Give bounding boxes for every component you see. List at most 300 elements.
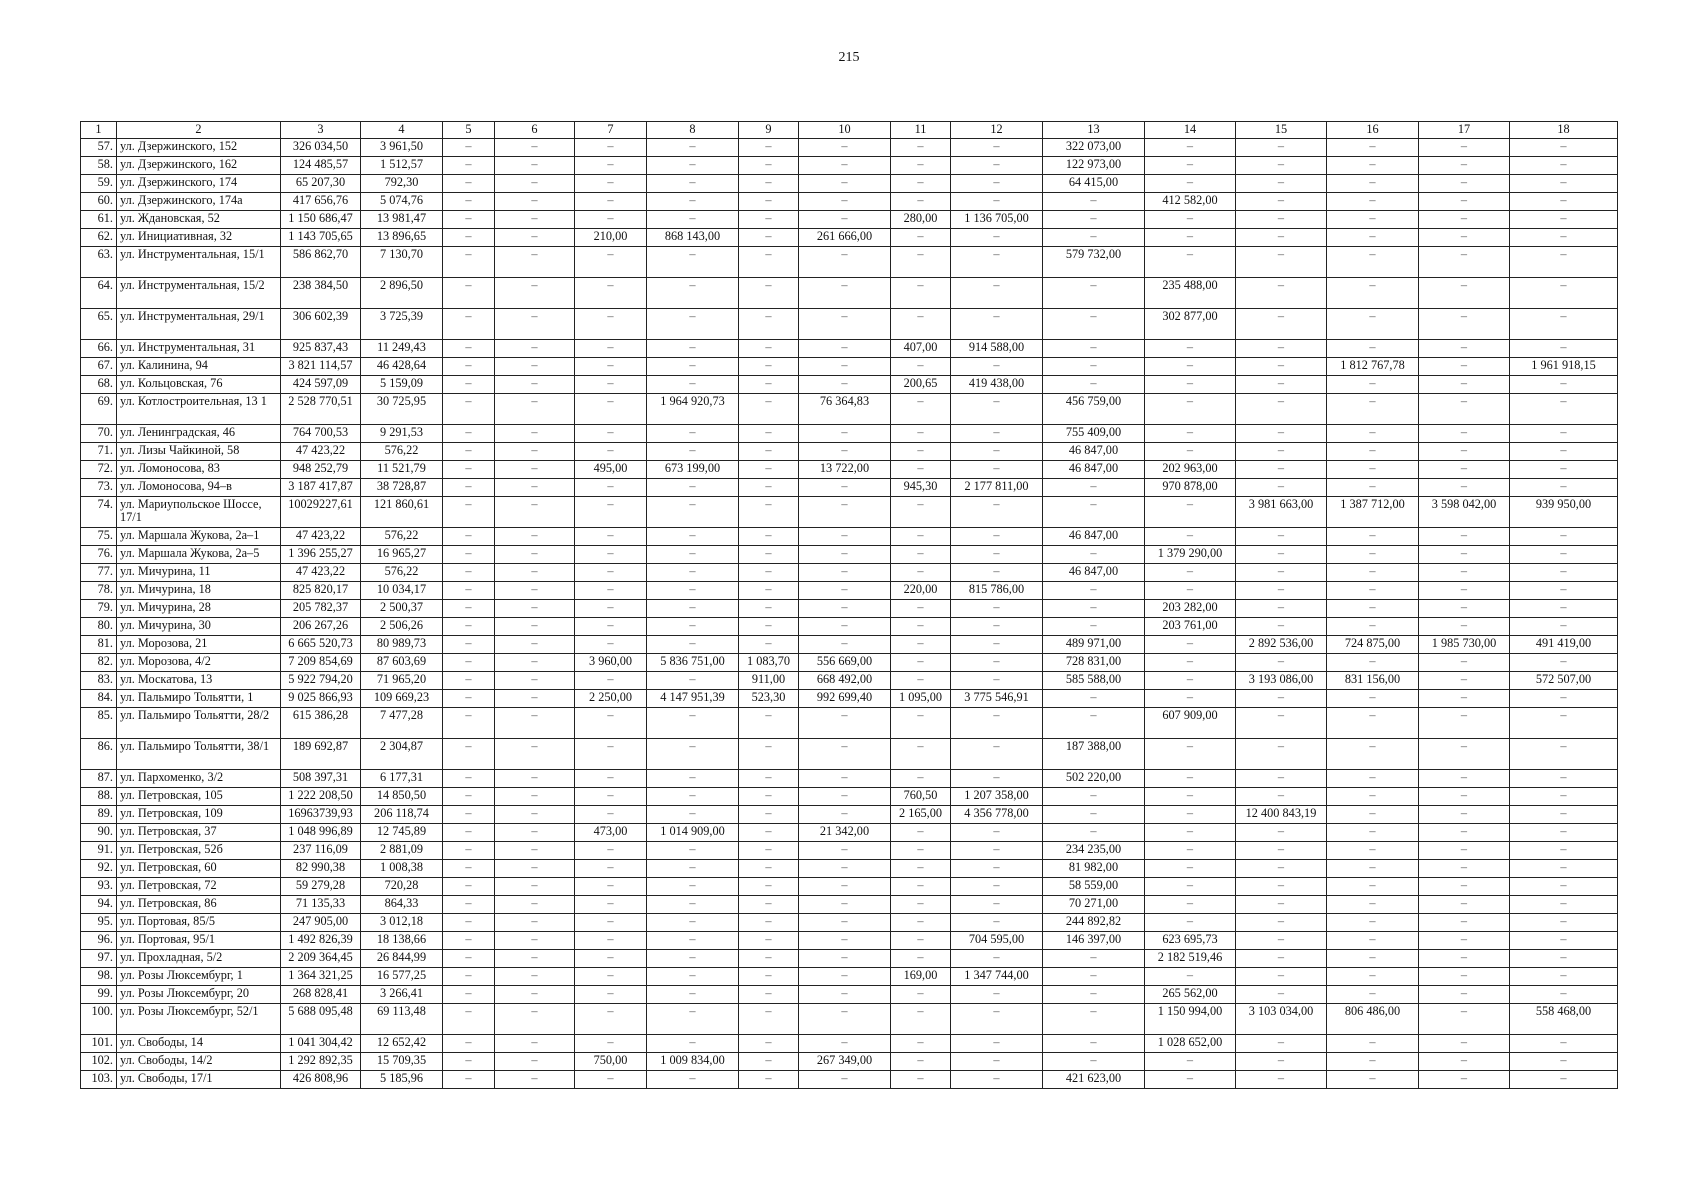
value-cell: – [1145,582,1236,600]
value-cell: – [1510,229,1618,247]
value-cell: 82 990,38 [281,860,361,878]
value-cell: – [1510,842,1618,860]
value-cell: – [575,278,647,309]
value-cell: – [1419,340,1510,358]
value-cell: 267 349,00 [799,1053,891,1071]
address-cell: ул. Инструментальная, 31 [117,340,281,358]
table-row [81,479,1618,497]
value-cell: 122 973,00 [1043,157,1145,175]
table-row [81,528,1618,546]
value-cell: 81 982,00 [1043,860,1145,878]
value-cell: – [443,636,495,654]
value-cell: – [1145,860,1236,878]
address-cell: ул. Прохладная, 5/2 [117,950,281,968]
value-cell: – [1510,770,1618,788]
value-cell: – [951,860,1043,878]
address-cell: ул. Портовая, 95/1 [117,932,281,950]
value-cell: – [1419,842,1510,860]
value-cell: – [647,950,739,968]
value-cell: – [891,425,951,443]
value-cell: 3 821 114,57 [281,358,361,376]
value-cell: – [1236,479,1327,497]
value-cell: 2 177 811,00 [951,479,1043,497]
value-cell: 187 388,00 [1043,739,1145,770]
value-cell: 7 477,28 [361,708,443,739]
value-cell: 12 652,42 [361,1035,443,1053]
value-cell: 424 597,09 [281,376,361,394]
address-cell: ул. Пархоменко, 3/2 [117,770,281,788]
row-number-cell: 77. [81,564,117,582]
value-cell: – [1327,806,1419,824]
value-cell: 46 847,00 [1043,528,1145,546]
value-cell: – [739,582,799,600]
value-cell: – [799,986,891,1004]
value-cell: – [1510,1035,1618,1053]
value-cell: – [799,175,891,193]
table-row [81,1071,1618,1089]
value-cell: – [1043,788,1145,806]
row-number-cell: 60. [81,193,117,211]
table-row [81,968,1618,986]
value-cell: 326 034,50 [281,139,361,157]
value-cell: – [891,528,951,546]
value-cell: – [1236,193,1327,211]
value-cell: – [1510,739,1618,770]
value-cell: 306 602,39 [281,309,361,340]
value-cell: – [443,932,495,950]
row-number-cell: 74. [81,497,117,528]
value-cell: – [891,546,951,564]
value-cell: – [1236,309,1327,340]
value-cell: – [1419,564,1510,582]
value-cell: 615 386,28 [281,708,361,739]
address-cell: ул. Лизы Чайкиной, 58 [117,443,281,461]
value-cell: – [1043,340,1145,358]
value-cell: – [1510,247,1618,278]
value-cell: – [495,806,575,824]
value-cell: – [1327,739,1419,770]
value-cell: – [1043,229,1145,247]
value-cell: – [1145,968,1236,986]
value-cell: – [891,1053,951,1071]
value-cell: – [739,193,799,211]
value-cell: – [799,708,891,739]
value-cell: – [951,914,1043,932]
row-number-cell: 88. [81,788,117,806]
value-cell: – [1419,896,1510,914]
value-cell: 16963739,93 [281,806,361,824]
value-cell: 1 095,00 [891,690,951,708]
value-cell: 760,50 [891,788,951,806]
value-cell: – [951,950,1043,968]
table-row [81,175,1618,193]
value-cell: – [739,157,799,175]
value-cell: 5 159,09 [361,376,443,394]
row-number-cell: 86. [81,739,117,770]
value-cell: – [799,1035,891,1053]
value-cell: – [1236,690,1327,708]
row-number-cell: 79. [81,600,117,618]
address-cell: ул. Маршала Жукова, 2а–5 [117,546,281,564]
value-cell: – [443,229,495,247]
value-cell: – [891,636,951,654]
value-cell: – [647,247,739,278]
value-cell: 489 971,00 [1043,636,1145,654]
value-cell: – [799,278,891,309]
table-row [81,739,1618,770]
value-cell: – [739,229,799,247]
value-cell: – [1327,690,1419,708]
value-cell: – [647,340,739,358]
value-cell: – [1510,1053,1618,1071]
table-row [81,358,1618,376]
value-cell: – [1419,1071,1510,1089]
value-cell: – [951,278,1043,309]
value-cell: – [1419,278,1510,309]
value-cell: – [799,806,891,824]
address-cell: ул. Котлостроительная, 13 1 [117,394,281,425]
value-cell: – [495,932,575,950]
value-cell: – [1043,582,1145,600]
value-cell: – [891,229,951,247]
value-cell: – [951,443,1043,461]
table-row [81,340,1618,358]
value-cell: – [739,932,799,950]
row-number-cell: 103. [81,1071,117,1089]
table-row [81,247,1618,278]
value-cell: – [495,636,575,654]
value-cell: 607 909,00 [1145,708,1236,739]
value-cell: – [1510,546,1618,564]
value-cell: – [575,672,647,690]
value-cell: – [1419,600,1510,618]
value-cell: – [1145,175,1236,193]
value-cell: – [575,636,647,654]
address-cell: ул. Свободы, 14 [117,1035,281,1053]
value-cell: – [739,600,799,618]
value-cell: – [647,914,739,932]
value-cell: – [495,600,575,618]
value-cell: – [443,564,495,582]
value-cell: 1 985 730,00 [1419,636,1510,654]
value-cell: 5 074,76 [361,193,443,211]
value-cell: – [647,139,739,157]
value-cell: – [1419,309,1510,340]
value-cell: – [739,1053,799,1071]
value-cell: 579 732,00 [1043,247,1145,278]
value-cell: – [1419,546,1510,564]
value-cell: – [1236,443,1327,461]
value-cell: – [739,139,799,157]
value-cell: – [443,950,495,968]
value-cell: – [1327,461,1419,479]
value-cell: 815 786,00 [951,582,1043,600]
value-cell: – [1327,896,1419,914]
value-cell: – [891,600,951,618]
value-cell: 1 964 920,73 [647,394,739,425]
value-cell: 87 603,69 [361,654,443,672]
value-cell: – [575,739,647,770]
value-cell: 1 292 892,35 [281,1053,361,1071]
value-cell: – [443,708,495,739]
value-cell: 495,00 [575,461,647,479]
value-cell: – [1510,860,1618,878]
value-cell: – [1419,672,1510,690]
value-cell: – [1419,211,1510,229]
value-cell: – [495,479,575,497]
table-row [81,878,1618,896]
value-cell: – [891,842,951,860]
value-cell: – [1327,654,1419,672]
address-cell: ул. Розы Люксембург, 20 [117,986,281,1004]
value-cell: 502 220,00 [1043,770,1145,788]
column-header-16: 16 [1327,122,1419,139]
value-cell: 46 847,00 [1043,461,1145,479]
table-row [81,394,1618,425]
table-row [81,582,1618,600]
value-cell: – [495,824,575,842]
value-cell: – [495,139,575,157]
address-cell: ул. Петровская, 105 [117,788,281,806]
row-number-cell: 94. [81,896,117,914]
value-cell: – [443,175,495,193]
value-cell: – [891,394,951,425]
table-row [81,278,1618,309]
value-cell: – [799,546,891,564]
value-cell: – [575,618,647,636]
value-cell: – [1510,600,1618,618]
value-cell: – [891,278,951,309]
value-cell: – [951,309,1043,340]
value-cell: – [495,708,575,739]
value-cell: – [1327,443,1419,461]
value-cell: 939 950,00 [1510,497,1618,528]
value-cell: – [575,425,647,443]
value-cell: 38 728,87 [361,479,443,497]
value-cell: 572 507,00 [1510,672,1618,690]
value-cell: – [1419,193,1510,211]
value-cell: – [799,950,891,968]
column-header-4: 4 [361,122,443,139]
value-cell: 473,00 [575,824,647,842]
value-cell: – [495,528,575,546]
value-cell: 234 235,00 [1043,842,1145,860]
value-cell: 9 291,53 [361,425,443,443]
value-cell: – [495,1053,575,1071]
address-cell: ул. Дзержинского, 152 [117,139,281,157]
value-cell: – [1236,986,1327,1004]
value-cell: – [443,824,495,842]
value-cell: 15 709,35 [361,1053,443,1071]
value-cell: – [1236,376,1327,394]
value-cell: – [799,636,891,654]
value-cell: – [443,878,495,896]
value-cell: – [443,340,495,358]
value-cell: – [1419,229,1510,247]
value-cell: – [1236,600,1327,618]
value-cell: – [575,394,647,425]
value-cell: – [1236,229,1327,247]
value-cell: 668 492,00 [799,672,891,690]
value-cell: – [575,497,647,528]
table-row [81,896,1618,914]
value-cell: – [951,546,1043,564]
value-cell: – [739,358,799,376]
address-cell: ул. Петровская, 72 [117,878,281,896]
value-cell: – [443,461,495,479]
value-cell: 911,00 [739,672,799,690]
value-cell: 1 492 826,39 [281,932,361,950]
value-cell: – [1327,229,1419,247]
value-cell: 426 808,96 [281,1071,361,1089]
value-cell: 585 588,00 [1043,672,1145,690]
value-cell: 1 222 208,50 [281,788,361,806]
value-cell: – [647,497,739,528]
value-cell: – [891,193,951,211]
value-cell: – [1327,340,1419,358]
value-cell: – [495,788,575,806]
value-cell: – [1327,582,1419,600]
value-cell: – [575,950,647,968]
value-cell: 26 844,99 [361,950,443,968]
value-cell: – [799,497,891,528]
value-cell: – [443,394,495,425]
value-cell: – [1327,950,1419,968]
value-cell: – [1145,690,1236,708]
value-cell: 1 387 712,00 [1327,497,1419,528]
value-cell: – [739,479,799,497]
value-cell: – [1510,479,1618,497]
value-cell: 76 364,83 [799,394,891,425]
value-cell: 1 150 686,47 [281,211,361,229]
value-cell: 244 892,82 [1043,914,1145,932]
value-cell: – [575,340,647,358]
value-cell: – [575,842,647,860]
value-cell: – [739,950,799,968]
value-cell: – [443,1004,495,1035]
value-cell: – [739,278,799,309]
value-cell: – [495,443,575,461]
value-cell: – [443,600,495,618]
value-cell: 1 143 705,65 [281,229,361,247]
value-cell: 2 528 770,51 [281,394,361,425]
row-number-cell: 96. [81,932,117,950]
value-cell: – [443,157,495,175]
value-cell: – [951,896,1043,914]
value-cell: – [1419,1035,1510,1053]
value-cell: 750,00 [575,1053,647,1071]
value-cell: – [1236,394,1327,425]
value-cell: 206 267,26 [281,618,361,636]
value-cell: – [1043,546,1145,564]
address-cell: ул. Инструментальная, 15/1 [117,247,281,278]
value-cell: – [1236,1053,1327,1071]
column-header-10: 10 [799,122,891,139]
value-cell: 2 881,09 [361,842,443,860]
value-cell: – [739,770,799,788]
value-cell: 673 199,00 [647,461,739,479]
value-cell: – [1236,788,1327,806]
row-number-cell: 68. [81,376,117,394]
value-cell: – [799,247,891,278]
value-cell: – [951,878,1043,896]
value-cell: 1 379 290,00 [1145,546,1236,564]
value-cell: – [739,394,799,425]
address-cell: ул. Пальмиро Тольятти, 28/2 [117,708,281,739]
value-cell: – [739,247,799,278]
value-cell: – [495,654,575,672]
value-cell: – [1145,157,1236,175]
value-cell: – [1419,443,1510,461]
value-cell: 30 725,95 [361,394,443,425]
value-cell: – [1043,950,1145,968]
value-cell: – [799,443,891,461]
address-cell: ул. Инструментальная, 29/1 [117,309,281,340]
column-header-18: 18 [1510,122,1618,139]
value-cell: – [1327,986,1419,1004]
value-cell: – [1043,376,1145,394]
value-cell: – [1510,461,1618,479]
value-cell: 47 423,22 [281,528,361,546]
value-cell: – [799,896,891,914]
value-cell: – [891,157,951,175]
value-cell: – [739,1071,799,1089]
value-cell: – [1419,247,1510,278]
value-cell: 71 965,20 [361,672,443,690]
value-cell: – [1236,1035,1327,1053]
value-cell: 59 279,28 [281,878,361,896]
value-cell: – [799,309,891,340]
value-cell: – [647,600,739,618]
value-cell: – [1043,479,1145,497]
value-cell: 237 116,09 [281,842,361,860]
value-cell: – [739,860,799,878]
value-cell: – [575,600,647,618]
value-cell: 7 209 854,69 [281,654,361,672]
value-cell: – [891,461,951,479]
value-cell: – [1327,309,1419,340]
value-cell: – [1327,175,1419,193]
value-cell: – [891,860,951,878]
value-cell: – [1145,739,1236,770]
value-cell: 421 623,00 [1043,1071,1145,1089]
value-cell: – [739,546,799,564]
value-cell: 792,30 [361,175,443,193]
value-cell: – [1327,211,1419,229]
value-cell: 10 034,17 [361,582,443,600]
row-number-cell: 89. [81,806,117,824]
value-cell: 13 722,00 [799,461,891,479]
value-cell: – [495,425,575,443]
value-cell: 992 699,40 [799,690,891,708]
value-cell: 14 850,50 [361,788,443,806]
value-cell: 831 156,00 [1327,672,1419,690]
value-cell: – [443,739,495,770]
table-row [81,564,1618,582]
table-row [81,788,1618,806]
row-number-cell: 83. [81,672,117,690]
value-cell: – [1236,247,1327,278]
value-cell: – [739,878,799,896]
value-cell: – [739,788,799,806]
value-cell: – [443,914,495,932]
row-number-cell: 91. [81,842,117,860]
address-cell: ул. Мичурина, 30 [117,618,281,636]
value-cell: – [1236,739,1327,770]
value-cell: – [443,806,495,824]
value-cell: – [495,564,575,582]
table-row [81,708,1618,739]
